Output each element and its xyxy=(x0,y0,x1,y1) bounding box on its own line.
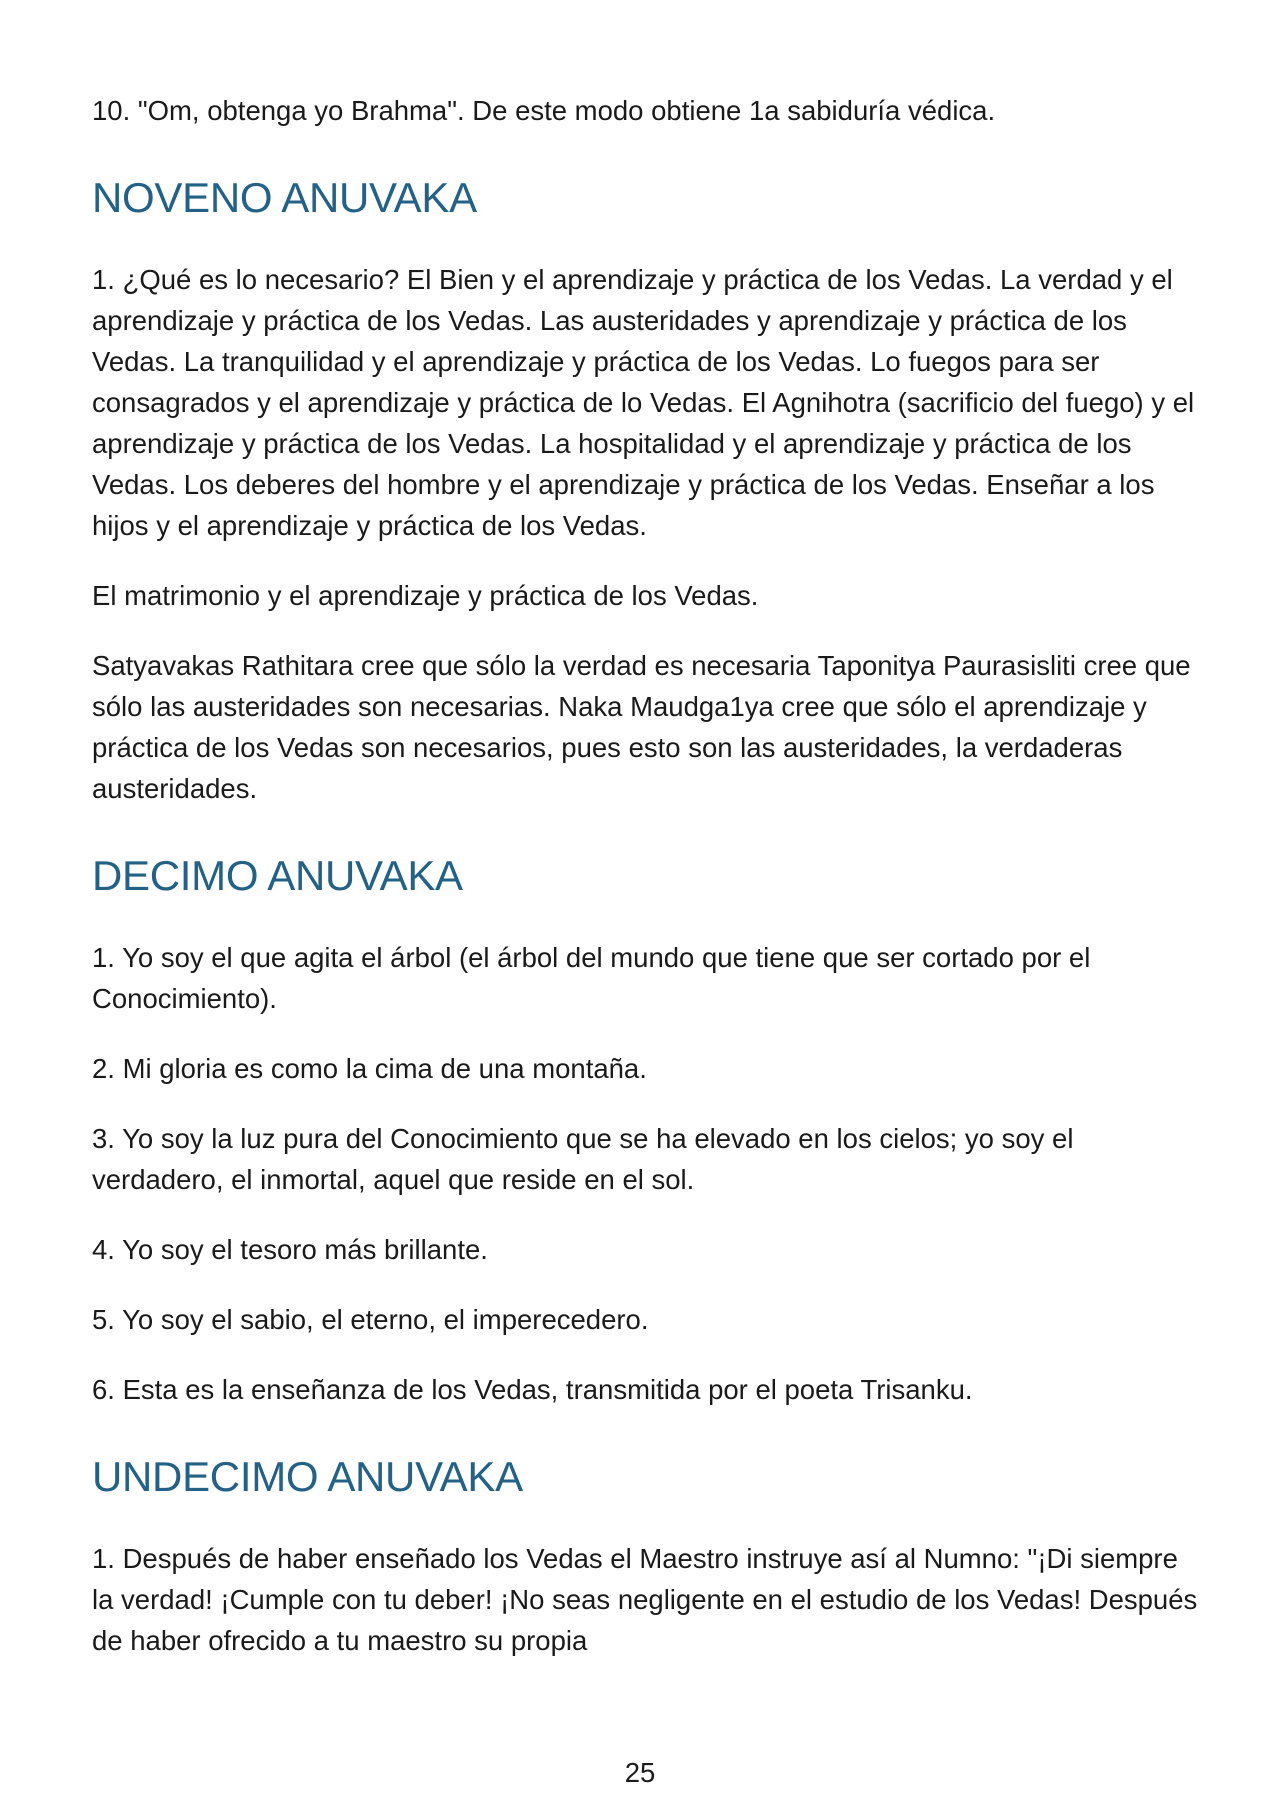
section-heading-noveno: NOVENO ANUVAKA xyxy=(92,174,477,221)
section-heading-decimo: DECIMO ANUVAKA xyxy=(92,852,463,899)
paragraph: 2. Mi gloria es como la cima de una montaña. xyxy=(92,1053,647,1084)
paragraph: 1. Después de haber enseñado los Vedas el Maestro instruye así al Numno: "¡Di siempre la verdad! ¡Cumple con tu deber! ¡No seas negligente en el estudio de los Vedas! Después de haber ofrecido a tu maestro su propia xyxy=(92,1543,1198,1656)
paragraph: 1. Yo soy el que agita el árbol (el árbol del mundo que tiene que ser cortado por el Conocimiento). xyxy=(92,942,1091,1014)
paragraph: 1. ¿Qué es lo necesario? El Bien y el aprendizaje y práctica de los Vedas. La verdad y el aprendizaje y práctica de los Vedas. Las austeridades y aprendizaje y práctica de los Vedas. La tranquilidad y el aprendizaje y práctica de los Vedas. Lo fuegos para ser consagrados y el aprendizaje y práctica de lo Vedas. El Agnihotra (sacrificio del fuego) y el aprendizaje y práctica de los Vedas. La hospitalidad y el aprendizaje y práctica de los Vedas. Los deberes del hombre y el aprendizaje y práctica de los Vedas. Enseñar a los hijos y el aprendizaje y práctica de los Vedas. xyxy=(92,264,1195,541)
page-number: 25 xyxy=(624,1757,656,1788)
paragraph: 4. Yo soy el tesoro más brillante. xyxy=(92,1234,488,1265)
document-page xyxy=(92,90,1202,1690)
intro-paragraph: 10. "Om, obtenga yo Brahma". De este modo obtiene 1a sabiduría védica. xyxy=(92,95,996,126)
section-heading-undecimo: UNDECIMO ANUVAKA xyxy=(92,1453,523,1500)
paragraph: El matrimonio y el aprendizaje y práctica de los Vedas. xyxy=(92,580,759,611)
paragraph: 3. Yo soy la luz pura del Conocimiento que se ha elevado en los cielos; yo soy el verdadero, el inmortal, aquel que reside en el sol. xyxy=(92,1123,1074,1195)
paragraph: Satyavakas Rathitara cree que sólo la verdad es necesaria Taponitya Paurasisliti cree que sólo las austeridades son necesarias. Naka Maudga1ya cree que sólo el aprendizaje y práctica de los Vedas son necesarios, pues esto son las austeridades, la verdaderas austeridades. xyxy=(92,650,1191,804)
paragraph: 6. Esta es la enseñanza de los Vedas, transmitida por el poeta Trisanku. xyxy=(92,1374,973,1405)
paragraph: 5. Yo soy el sabio, el eterno, el imperecedero. xyxy=(92,1304,649,1335)
